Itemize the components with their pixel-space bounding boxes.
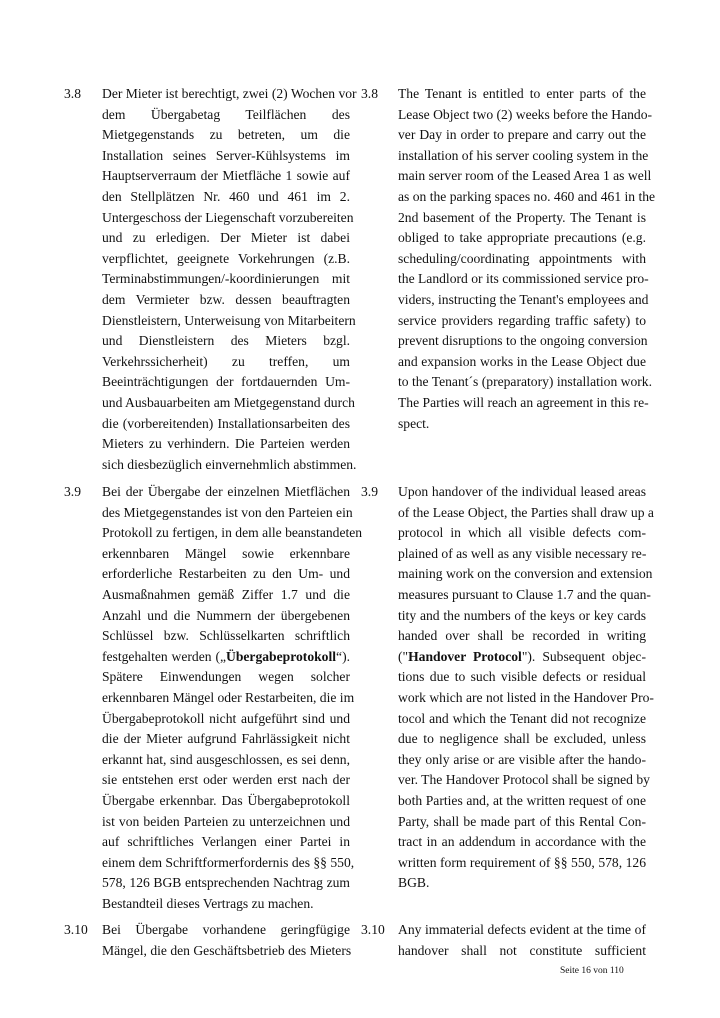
text-line: verpflichtet, geeignete Vorkehrungen (z.B. <box>102 250 350 266</box>
text-line: Mietgegenstands zu betreten, um die <box>102 127 350 143</box>
text-line: tity and the numbers of the keys or key cards <box>398 607 646 623</box>
text-line: Installation seines Server-Kühlsystems im <box>102 147 350 163</box>
text-line: maining work on the conversion and extension <box>398 566 653 582</box>
text-line: The Tenant is entitled to enter parts of the <box>398 86 646 101</box>
text-line: Dienstleistern, Unterweisung von Mitarbeitern <box>102 312 356 328</box>
text-line: spect. <box>398 415 430 431</box>
text-line: den Stellplätzen Nr. 460 und 461 im 2. <box>102 188 350 204</box>
text-line: sich diesbezüglich einvernehmlich abstimmen. <box>102 456 357 472</box>
text-line: erkannt hat, sind ausgeschlossen, es sei denn, <box>102 751 350 767</box>
text-line: both Parties and, at the written request of one <box>398 792 646 808</box>
text-line: Bei der Übergabe der einzelnen Mietflächen <box>102 484 350 499</box>
text-line: BGB. <box>398 875 430 891</box>
text-line: to the Tenant´s (preparatory) installation work. <box>398 374 652 390</box>
text-line: as on the parking spaces no. 460 and 461 in the <box>398 188 656 204</box>
text-line: Party, shall be made part of this Rental Con- <box>398 813 646 829</box>
text-line: 578, 126 BGB entsprechenden Nachtrag zum <box>102 875 350 891</box>
text-line: and expansion works in the Lease Object due <box>398 353 646 369</box>
text-line: handover shall not constitute sufficient <box>398 942 646 958</box>
text-line: erkennbaren Mängel oder Restarbeiten, die im <box>102 689 355 705</box>
text-line: prevent disruptions to the ongoing conversion <box>398 333 648 349</box>
text-line: die (vorbereitenden) Installationsarbeiten des <box>102 415 350 431</box>
text-line: Any immaterial defects evident at the time of <box>398 922 646 937</box>
text-line: service providers regarding traffic safety) to <box>398 312 646 328</box>
clause-number: 3.10 <box>64 922 88 937</box>
text-line: sie entstehen erst oder werden erst nach der <box>102 772 350 788</box>
clause-text-german <box>102 482 363 914</box>
text-line: ver Day in order to prepare and carry out the <box>398 127 646 143</box>
text-line: of the Lease Object, the Parties shall draw up a <box>398 504 654 520</box>
text-line: Terminabstimmungen/-koordinierungen mit <box>102 271 350 287</box>
text-line: erkennbaren Mängel sowie erkennbare <box>102 545 350 561</box>
text-line: tract in an addendum in accordance with the <box>398 834 646 850</box>
text-line: und zu erledigen. Der Mieter ist dabei <box>102 230 350 246</box>
text-line: measures pursuant to Clause 1.7 and the quan- <box>398 586 651 602</box>
text-line: einem dem Schriftformerfordernis des §§ 550, <box>102 854 355 870</box>
text-line: Bei Übergabe vorhandene geringfügige <box>102 922 350 937</box>
clause-number: 3.8 <box>64 86 81 101</box>
text-line: die der Mieter aufgrund Fahrlässigkeit nicht <box>102 731 350 747</box>
text-line: tocol and which the Tenant did not recognize <box>398 710 646 726</box>
text-line: Der Mieter ist berechtigt, zwei (2) Wochen vor <box>102 86 357 101</box>
text-line: viders, instructing the Tenant's employees and <box>398 291 649 307</box>
text-line: Ausmaßnahmen gemäß Ziffer 1.7 und die <box>102 586 350 602</box>
text-line: Protokoll zu fertigen, in dem alle beanstandeten <box>102 525 363 541</box>
text-line: Lease Object two (2) weeks before the Hando- <box>398 106 653 122</box>
clause-number: 3.10 <box>361 922 385 937</box>
text-line: obliged to take appropriate precautions (e.g. <box>398 230 646 246</box>
text-line: und Dienstleistern des Mieters bzgl. <box>102 333 350 349</box>
text-line: ist von beiden Parteien zu unterzeichnen und <box>102 813 350 829</box>
text-line: Schlüssel bzw. Schlüsselkarten schriftlich <box>102 628 350 644</box>
text-line: tions due to such visible defects or residual <box>398 669 646 685</box>
text-line: they only arise or are visible after the hando- <box>398 751 646 767</box>
text-line: plained of as well as any visible necessary re- <box>398 545 647 561</box>
text-line: ver. The Handover Protocol shall be signed by <box>398 772 650 788</box>
text-line: work which are not listed in the Handover Pro- <box>398 689 654 705</box>
text-line: auf schriftliches Verlangen einer Partei in <box>102 834 350 850</box>
clause-number: 3.9 <box>361 484 378 499</box>
text-line: handed over shall be recorded in writing <box>398 628 646 644</box>
defined-term: Übergabeprotokoll <box>226 648 337 664</box>
text-line: festgehalten werden („Übergabeprotokoll“). <box>102 648 350 664</box>
text-line: Hauptserverraum der Mietfläche 1 sowie auf <box>102 168 350 184</box>
text-line: written form requirement of §§ 550, 578, 126 <box>398 854 646 870</box>
clause-text-english <box>398 482 654 894</box>
text-line: Mieters zu verhindern. Die Parteien werden <box>102 436 350 452</box>
text-line: dem Übergabetag Teilflächen des <box>102 106 350 122</box>
text-line: Übergabeprotokoll nicht aufgeführt sind und <box>102 710 350 726</box>
text-line: Anzahl und die Nummern der übergebenen <box>102 607 350 623</box>
text-line: und Ausbauarbeiten am Mietgegenstand durch <box>102 394 355 410</box>
text-line: due to negligence shall be excluded, unless <box>398 731 646 747</box>
clause-number: 3.9 <box>64 484 81 499</box>
clause-text-german <box>102 84 357 475</box>
text-line: the Landlord or its commissioned service pro- <box>398 271 649 287</box>
text-line: des Mietgegenstandes ist von den Parteien ein <box>102 504 353 520</box>
text-line: scheduling/coordinating appointments with <box>398 250 646 266</box>
text-line: dem Vermieter bzw. dessen beauftragten <box>102 291 350 307</box>
clause-number: 3.8 <box>361 86 378 101</box>
text-line: erforderliche Restarbeiten zu den Um- und <box>102 566 350 582</box>
text-line: installation of his server cooling system in the <box>398 147 649 163</box>
text-line: Upon handover of the individual leased areas <box>398 484 646 499</box>
text-line: Beeinträchtigungen der fortdauernden Um- <box>102 374 350 390</box>
text-line: Übergabe erkennbar. Das Übergabeprotokoll <box>102 792 350 808</box>
text-line: protocol in which all visible defects com- <box>398 525 646 541</box>
clause-text-english <box>398 920 646 961</box>
page-number-footer: Seite 16 von 110 <box>560 966 624 976</box>
clause-text-german <box>102 920 350 961</box>
defined-term: Handover Protocol <box>408 648 522 664</box>
text-line: ("Handover Protocol"). Subsequent objec- <box>398 648 646 664</box>
text-line: Mängel, die den Geschäftsbetrieb des Mieters <box>102 942 352 958</box>
text-line: Bestandteil dieses Vertrags zu machen. <box>102 895 314 911</box>
text-line: Untergeschoss der Liegenschaft vorzubereiten <box>102 209 354 225</box>
text-line: main server room of the Leased Area 1 as well <box>398 168 652 184</box>
clause-text-english <box>398 84 656 434</box>
text-line: Verkehrssicherheit) zu treffen, um <box>102 353 350 369</box>
text-line: Spätere Einwendungen wegen solcher <box>102 669 350 685</box>
text-line: 2nd basement of the Property. The Tenant is <box>398 209 646 225</box>
text-line: The Parties will reach an agreement in this re- <box>398 394 649 410</box>
